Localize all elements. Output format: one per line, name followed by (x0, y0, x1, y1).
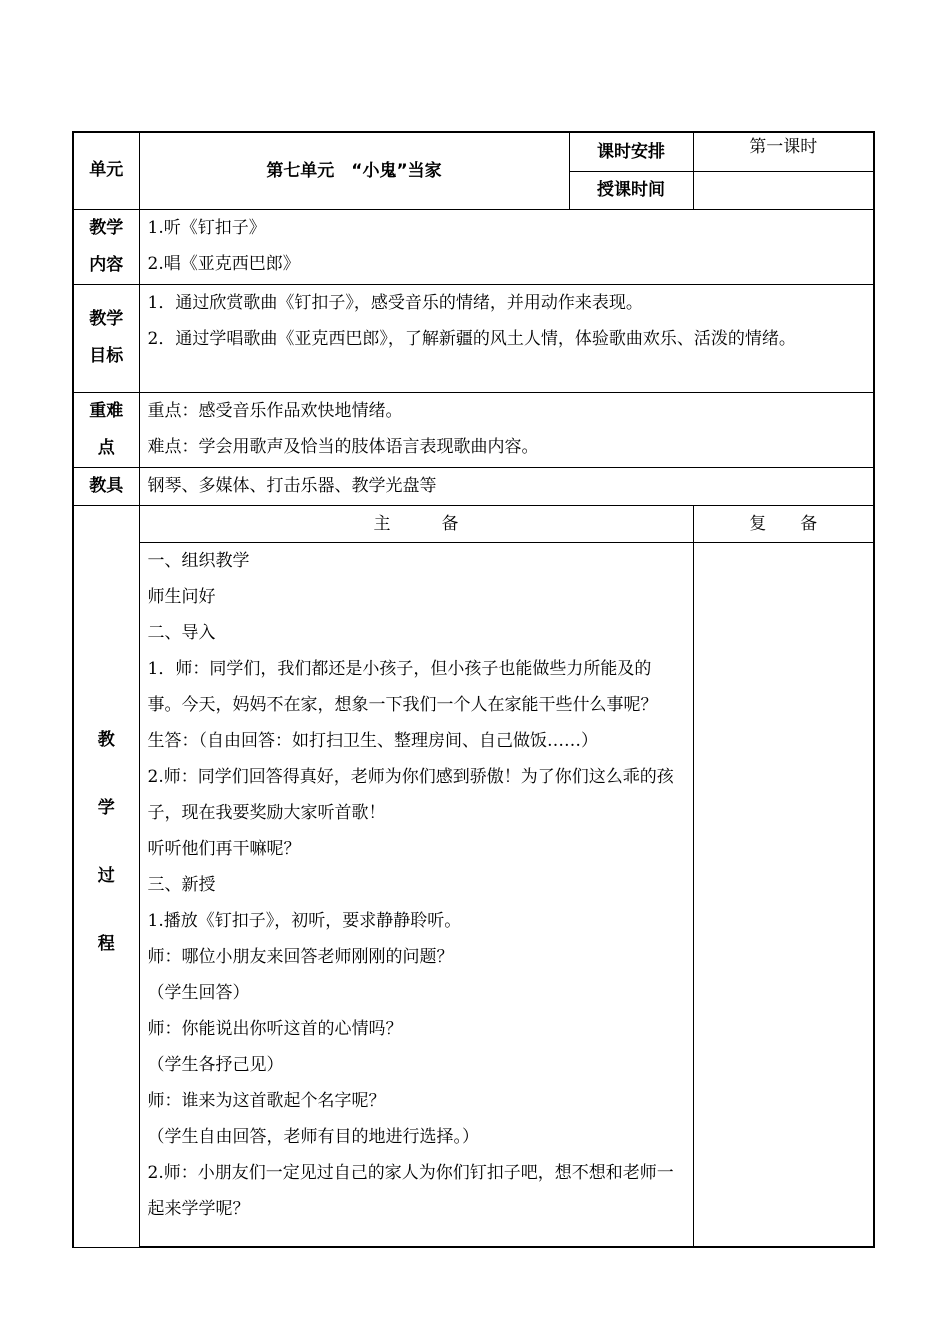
goal-line: 2．通过学唱歌曲《亚克西巴郎》，了解新疆的风土人情，体验歌曲欢乐、活泼的情绪。 (147, 328, 796, 349)
schedule-label: 课时安排 (569, 132, 693, 171)
unit-label: 单元 (73, 132, 139, 209)
unit-title: 第七单元 “小鬼”当家 (139, 132, 569, 209)
process-line: 师：谁来为这首歌起个名字呢？ (147, 1090, 386, 1111)
process-line: 二、导入 (147, 622, 216, 643)
teaching-tools: 钢琴、多媒体、打击乐器、教学光盘等 (139, 467, 874, 505)
key-points (139, 392, 874, 467)
process-line: 师：哪位小朋友来回答老师刚刚的问题？ (147, 946, 454, 967)
tools-label: 教具 (73, 467, 139, 505)
key-point-line: 重点：感受音乐作品欢快地情绪。 (147, 400, 403, 421)
teaching-content (139, 209, 874, 284)
content-label: 教学 内容 (73, 209, 139, 284)
review-prep-header: 复 备 (693, 505, 874, 542)
process-line: 2.师：小朋友们一定见过自己的家人为你们钉扣子吧，想不想和老师一起来学学呢？ (147, 1162, 674, 1219)
main-prep-header: 主 备 (139, 505, 693, 542)
lesson-plan-table (72, 131, 875, 1248)
review-prep-content (693, 542, 874, 1247)
process-line: 师：你能说出你听这首的心情吗？ (147, 1018, 403, 1039)
teaching-time-label: 授课时间 (569, 171, 693, 209)
process-line: （学生各抒己见） (147, 1054, 284, 1075)
process-label: 教 学 过 程 (73, 505, 139, 1247)
process-line: （学生回答） (147, 982, 250, 1003)
teaching-time-value (693, 171, 874, 209)
process-line: 听听他们再干嘛呢？ (147, 838, 301, 859)
schedule-value: 第一课时 (693, 132, 874, 171)
difficulty-label: 重难 点 (73, 392, 139, 467)
process-line: 1．师：同学们，我们都还是小孩子，但小孩子也能做些力所能及的事。今天，妈妈不在家，想象一下我们一个人在家能干些什么事呢？ (147, 658, 658, 715)
process-line: 三、新授 (147, 874, 216, 895)
goal-line: 1．通过欣赏歌曲《钉扣子》，感受音乐的情绪，并用动作来表现。 (147, 292, 643, 313)
goals-label: 教学 目标 (73, 284, 139, 392)
process-line: 2.师：同学们回答得真好，老师为你们感到骄傲！为了你们这么乖的孩子，现在我要奖励大家听首歌！ (147, 766, 674, 823)
process-line: 师生问好 (147, 586, 216, 607)
main-prep-content (139, 542, 693, 1247)
process-line: （学生自由回答，老师有目的地进行选择。） (147, 1126, 479, 1147)
process-line: 1.播放《钉扣子》，初听，要求静静聆听。 (147, 910, 462, 931)
process-line: 一、组织教学 (147, 550, 250, 571)
difficulty-line: 难点：学会用歌声及恰当的肢体语言表现歌曲内容。 (147, 436, 539, 457)
content-line: 1.听《钉扣子》 (147, 217, 266, 238)
process-line: 生答：（自由回答：如打扫卫生、整理房间、自己做饭……） (147, 730, 598, 751)
teaching-goals (139, 284, 874, 392)
content-line: 2.唱《亚克西巴郎》 (147, 253, 300, 274)
